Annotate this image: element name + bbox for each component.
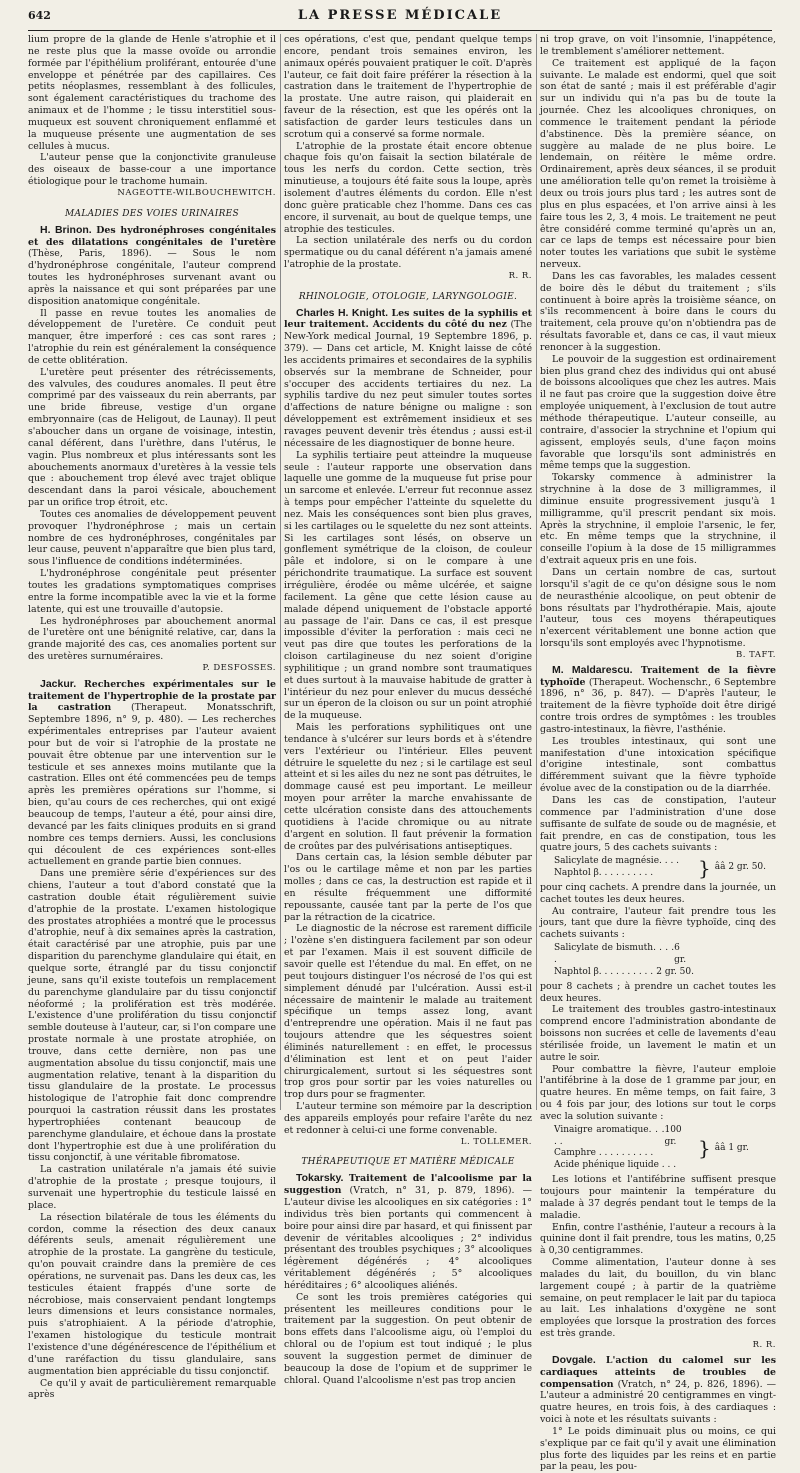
formula-ingredient: Salicylate de bismuth. . . . .	[554, 943, 675, 965]
paragraph: Mais les perforations syphilitiques ont une tendance à s'ulcérer sur leurs bords et à s'étendre vers l'extérieur ou l'intérieur. Elles peuvent détruire le squelette du nez ; si le cartilage est seul atteint et si les ailes du nez ne sont pas détruites, le dommage causé est peu important. Le meilleur moyen pour arrêter la marche envahissante de cette ulcération consiste dans des attouchements quotidiens à l'acide chromique ou au nitrate d'argent en solution. Il faut prévenir la formation de croûtes par des pulvérisations antiseptiques.	[284, 722, 532, 852]
paragraph: La section unilatérale des nerfs ou du cordon spermatique ou du canal déférent n'a jamais amené l'atrophie de la prostate.	[284, 235, 532, 271]
formula-ingredient: Naphtol β. . . . . . . . . .	[554, 868, 654, 879]
article-title: Les suites de la syphilis et leur traitement. Accidents du côté du nez	[284, 307, 532, 331]
column-left	[28, 34, 276, 1401]
article-reference: (Therapeut. Monatsschrift, Septembre 1896, n° 9, p. 480). — Les recherches expérimentales entreprises par l'auteur avaient pour but de voir si l'atrophie de la prostate ne pouvait être obtenue par une intervention sur le testicule et ses annexes moins mutilante que la castration. Elles ont été commencées peu de temps après les premières opérations sur l'homme, si bien, qu'au cours de ces recherches, qui ont exigé beaucoup de temps, l'auteur a été, pour ainsi dire, devancé par les faits cliniques produits en si grand nombre ces temps derniers. Aussi, les conclusions qui découlent de ces expériences sont-elles actuellement en grande partie bien connues.	[28, 702, 276, 868]
section-heading: MALADIES DES VOIES URINAIRES	[65, 208, 239, 219]
paragraph: ces opérations, c'est que, pendant quelque temps encore, pendant trois semaines environ, les animaux opérés pouvaient pratiquer le coït. D'après l'auteur, ce fait doit faire préférer la résection à la castration dans le traitement de l'hypertrophie de la prostate. Une autre raison, qui plaiderait en faveur de la résection, est que les opérés ont la satisfaction de garder leurs testicules dans un scrotum qui a conservé sa forme normale.	[284, 34, 532, 140]
formula-quantity: 2 gr. 50.	[656, 966, 694, 977]
prescription-formula	[554, 1125, 776, 1172]
paragraph: Le diagnostic de la nécrose est rarement difficile ; l'ozène s'en distinguera facilement par son odeur et par l'examen. Mais il est souvent difficile de savoir quelle est l'étendue du mal. En effet, on ne peut toujours distinguer l'os nécrosé de l'os qui est simplement dénudé par l'ulcération. Aussi est-il nécessaire de maintenir le malade au traitement spécifique un temps assez long, avant d'entreprendre une opération. Mais il ne faut pas toujours attendre que les séquestres soient éliminés naturellement : en effet, le processus d'élimination est lent et on peut l'aider chirurgicalement, surtout si les séquestres sont trop gros pour sortir par les voies naturelles ou trop durs pour se fragmenter.	[284, 923, 532, 1101]
prescription-formula	[554, 943, 776, 979]
article-title: L'action du calomel sur les cardiaques atteints de troubles de compensation	[540, 1354, 777, 1390]
paragraph: La castration unilatérale n'a jamais été suivie d'atrophie de la prostate ; presque toujours, il survenait une hypertrophie du testicule laissé en place.	[28, 1164, 276, 1211]
paragraph: Dans un certain nombre de cas, surtout lorsqu'il s'agit de ce qu'on désigne sous le nom de neurasthénie alcoolique, on peut obtenir de bons résultats par l'hydrothérapie. Mais, ajoute l'auteur, tous ces moyens thérapeutiques n'exercent véritablement une bonne action que lorsqu'ils sont employés avec l'hypnotisme.	[540, 566, 776, 650]
article-reference: (Therapeut. Wochenschr., 6 Septembre 1896, n° 36, p. 847). — D'après l'auteur, le traitement de la fièvre typhoïde doit être dirigé contre trois ordres de symptômes : les troubles gastro-intestinaux, la fièvre, l'asthénie.	[540, 676, 776, 735]
paragraph: L'uretère peut présenter des rétrécissements, des valvules, des coudures anomales. Il peut être comprimé par des vaisseaux du rein aberrants, par une bride fibreuse, vestige d'un organe embryonnaire (cas de Heligout, de Launay). Il peut s'aboucher dans un organe de voisinage, intestin, canal déférent, dans l'urèthre, dans l'utérus, le vagin. Plus nombreux et plus intéressants sont les abouchements anormaux d'uretères à la vessie tels que : abouchement trop élevé avec trajet oblique descendant dans la paroi vésicale, abouchement par un orifice trop étroit, etc.	[28, 366, 276, 509]
page-number: 642	[28, 9, 51, 22]
article-author: Dovgale.	[552, 1353, 596, 1366]
paragraph: Enfin, contre l'asthénie, l'auteur a recours à la quinine dont il fait prendre, tous les matins, 0,25 à 0,30 centigrammes.	[540, 1221, 776, 1257]
article-title: Recherches expérimentales sur le traitement de l'hypertrophie de la prostate par la castration	[28, 678, 276, 714]
paragraph: L'hydronéphrose congénitale peut présenter toutes les gradations symptomatiques comprises entre la forme incompatible avec la vie et la forme latente, qui est une trouvaille d'autopsie.	[28, 568, 276, 615]
paragraph: Tokarsky commence à administrer la strychnine à la dose de 3 milligrammes, il diminue ensuite progressivement jusqu'à 1 milligramme, qu'il prescrit pendant six mois. Après la strychnine, il emploie l'arsenic, le fer, etc. En même temps que la strychnine, il conseille l'opium à la dose de 15 milligrammes d'extrait aqueux pris en une fois.	[540, 472, 776, 567]
paragraph: lium propre de la glande de Henle s'atrophie et il ne reste plus que la masse ovoïde ou arrondie formée par l'épithélium proliférant, entourée d'une enveloppe et pénétrée par des capillaires. Ces petits néoplasmes, ressemblant à des follicules, sont également caractéristiques du trachome des animaux et de l'homme ; le tissu interstitiel sous-muqueux est souvent chroniquement enflammé et la muqueuse présente une augmentation de ses cellules à mucus.	[28, 34, 276, 152]
paragraph: pour 8 cachets ; à prendre un cachet toutes les deux heures.	[540, 980, 776, 1004]
column-divider	[280, 34, 281, 1110]
paragraph: ni trop grave, on voit l'insomnie, l'inappétence, le tremblement s'améliorer nettement.	[540, 34, 776, 57]
brace-glyph: }	[698, 1136, 711, 1161]
article-author: Charles H. Knight.	[296, 306, 389, 319]
paragraph: Ce qu'il y avait de particulièrement remarquable après	[28, 1377, 276, 1401]
journal-title: LA PRESSE MÉDICALE	[297, 8, 503, 23]
formula-ingredient: Salicylate de magnésie. . . .	[554, 856, 680, 867]
signature: R. R.	[752, 1339, 776, 1350]
signature: P. DESFOSSES.	[202, 662, 276, 673]
paragraph: Dans les cas de constipation, l'auteur commence par l'administration d'une dose suffisante de sulfate de soude ou de magnésie, et fait prendre, en cas de constipation, tous les quatre jours, 5 des cachets suivants :	[540, 795, 776, 854]
formula-dose: ââ 2 gr. 50.	[714, 862, 767, 873]
paragraph: L'auteur termine son mémoire par la description des appareils employés pour refaire l'arête du nez et redonner à celui-ci une forme convenable.	[284, 1101, 532, 1136]
section-heading: RHINOLOGIE, OTOLOGIE, LARYNGOLOGIE.	[298, 291, 518, 302]
signature: L. TOLLEMER.	[460, 1136, 532, 1147]
paragraph: pour cinq cachets. A prendre dans la journée, un cachet toutes les deux heures.	[540, 881, 776, 905]
paragraph: Ce sont les trois premières catégories qui présentent les meilleures conditions pour le traitement par la suggestion. On peut obtenir de bons effets dans l'alcoolisme aigu, où l'emploi du chloral ou de l'opium est tout indiqué ; le plus souvent la suggestion permet de diminuer de beaucoup la dose de l'opium et de supprimer le chloral. Quand l'alcoolisme n'est pas trop ancien	[284, 1291, 532, 1386]
paragraph: 1° Le poids diminuait plus ou moins, ce qui s'explique par ce fait qu'il y avait une élimination plus forte des liquides par les reins et en partie par la peau, les pou-	[540, 1425, 776, 1473]
article-title: Traitement de la fièvre typhoïde	[540, 664, 777, 688]
paragraph: Dans les cas favorables, les malades cessent de boire dès le début du traitement ; s'ils continuent à boire après la troisième séance, on s'ils recommencent à boire dans le cours du traitement, cela prouve qu'on n'obtiendra pas de résultats favorable et, dans ce cas, il vaut mieux renoncer à la suggestion.	[540, 270, 776, 353]
article-reference: (Vratch, n° 31, p. 879, 1896). — L'auteur divise les alcooliques en six catégories : 1° individus très bien portants qui commencent à boire pour ainsi dire par hasard, et qui finissent par devenir de véritables alcooliques ; 2° individus présentant des troubles psychiques ; 3° alcooliques légèrement dégénérés ; 4° alcooliques véritablement dégénérés ; 5° alcooliques héréditaires ; 6° alcooliques aliénés.	[284, 1185, 533, 1291]
formula-ingredient: Naphtol β. . . . . . . . . .	[554, 966, 654, 977]
article-title: Des hydronéphroses congénitales et des dilatations congénitales de l'uretère	[28, 224, 276, 248]
formula-dose: ââ 1 gr.	[714, 1142, 749, 1153]
paragraph: Au contraire, l'auteur fait prendre tous les jours, tant que dure la fièvre typhoïde, cinq des cachets suivants :	[540, 905, 776, 941]
brace-glyph: }	[698, 856, 711, 881]
paragraph: La syphilis tertiaire peut atteindre la muqueuse seule : l'auteur rapporte une observation dans laquelle une gomme de la muqueuse fut prise pour un sarcome et enlevée. L'erreur fut reconnue assez à temps pour empêcher l'atteinte du squelette du nez. Mais les conséquences sont bien plus graves, si les cartilages ou le squelette du nez sont atteints. Si les cartilages sont lésés, on observe un gonflement symétrique de la cloison, de couleur pâle et indolore, si on le compare à une périchondrite traumatique. La surface est souvent irrégulière, érodée ou même ulcérée, et saigne facilement. La gêne que cette lésion cause au malade dépend uniquement de l'obstacle apporté au passage de l'air. Dans ce cas, il est presque impossible d'éviter la perforation : mais ceci ne veut pas dire que toutes les perforations de la cloison cartilagineuse du nez soient d'origine syphilitique ; un grand nombre sont traumatiques et dues surtout à la mauvaise habitude de gratter à l'intérieur du nez pour enlever du mucus desséché sur un éperon de la cloison ou sur un point atrophié de la muqueuse.	[284, 449, 532, 722]
paragraph: Dans une première série d'expériences sur des chiens, l'auteur a tout d'abord constaté que la castration double était régulièrement suivie d'atrophie de la prostate. L'examen histologique des prostates atrophiées a montré que le processus d'atrophie, neuf à dix semaines après la castration, était caractérisé par une atrophie, puis par une disparition du parenchyme glandulaire qui était, en quelque sorte, étranglé par du tissu conjonctif jeune, sans qu'il existe toutefois un remplacement du parenchyme glandulaire par du tissu conjonctif néoformé ; la prolifération est très modérée. L'existence d'une prolifération du tissu conjonctif semble douteuse à l'auteur, car, si l'on compare une prostate normale à une prostate atrophiée, on trouve, dans cette dernière, non pas une augmentation absolue du tissu conjonctif, mais une augmentation relative, tenant à la disparition du tissu glandulaire de la prostate. Le processus histologique de l'atrophie fait donc comprendre pourquoi la castration réussit dans les prostates hypertrophiées contenant beaucoup de parenchyme glandulaire, et échoue dans la prostate dont l'hypertrophie est due à une prolifération du tissu conjonctif, à une véritable fibromatose.	[28, 868, 276, 1164]
paragraph: Comme alimentation, l'auteur donne à ses malades du lait, du bouillon, du vin blanc largement coupé ; à partir de la quatrième semaine, on peut remplacer le lait par du tapioca au lait. Les inhalations d'oxygène ne sont employées que lorsque la prostration des forces est très grande.	[540, 1257, 776, 1340]
article-lead	[28, 225, 276, 308]
article-lead	[540, 1355, 776, 1426]
paragraph: Dans certain cas, la lésion semble débuter par l'os ou le cartilage même et non par les parties molles ; dans ce cas, la destruction est rapide et il en résulte fréquemment une difformité repoussante, causée tant par la perte de l'os que par la rétraction de la cicatrice.	[284, 852, 532, 923]
paragraph: Le pouvoir de la suggestion est ordinairement bien plus grand chez des individus qui ont abusé de boissons alcooliques que chez les autres. Mais il ne faut pas croire que la suggestion doive être employée uniquement, à l'exclusion de tout autre méthode thérapeutique. L'auteur conseille, au contraire, d'associer la strychnine et l'opium qui agissent, employés seuls, d'une façon moins favorable que lorsqu'ils sont administrés en même temps que la suggestion.	[540, 353, 776, 472]
paragraph: Toutes ces anomalies de développement peuvent provoquer l'hydronéphrose ; mais un certain nombre de ces hydronéphroses, congénitales par leur cause, peuvent n'apparaître que bien plus tard, sous l'influence de conditions indéterminées.	[28, 508, 276, 568]
signature: B. TAFT.	[735, 649, 776, 660]
column-middle	[284, 34, 533, 1386]
signature: R. R.	[508, 270, 532, 281]
prescription-formula	[554, 856, 776, 880]
article-title: Traitement de l'alcoolisme par la suggestion	[284, 1173, 533, 1197]
section-heading: THÉRAPEUTIQUE ET MATIÈRE MÉDICALE	[301, 1157, 515, 1168]
column-right	[540, 34, 777, 1473]
paragraph: L'auteur pense que la conjonctivite granuleuse des oiseaux de basse-cour a une importance étiologique pour le trachome humain.	[28, 152, 276, 188]
formula-ingredient: Acide phénique liquide . . .	[554, 1160, 677, 1171]
paragraph: Il passe en revue toutes les anomalies de développement de l'uretère. Ce conduit peut manquer, être imperforé : ces cas sont rares ; l'atrophie du rein est généralement la conséquence de cette oblitération.	[28, 307, 276, 366]
page-header	[28, 8, 772, 28]
article-author: Tokarsky.	[296, 1172, 344, 1185]
article-author: M. Maldarescu.	[552, 663, 633, 676]
paragraph: Pour combattre la fièvre, l'auteur emploie l'antifébrine à la dose de 1 gramme par jour, en quatre heures. En même temps, on fait faire, 3 ou 4 fois par jour, des lotions sur tout le corps avec la solution suivante :	[540, 1063, 776, 1122]
paragraph: Les hydronéphroses par abouchement anormal de l'uretère ont une bénignité relative, car, dans la grande majorité des cas, ces anomalies portent sur des uretères surnuméraires.	[28, 615, 276, 663]
formula-quantity: 6 gr.	[674, 943, 687, 965]
column-divider	[536, 34, 537, 1110]
paragraph: L'atrophie de la prostate était encore obtenue chaque fois qu'on faisait la section bilatérale de tous les nerfs du cordon. Cette section, très minutieuse, a toujours été faite sous la loupe, après isolement d'autres éléments du cordon. Elle n'est donc guère praticable chez l'homme. Dans ces cas encore, il survenait, au bout de quelque temps, une atrophie des testicules.	[284, 140, 532, 235]
formula-ingredient: Camphre . . . . . . . . . .	[554, 1148, 654, 1159]
article-author: Jackur.	[40, 677, 77, 690]
paragraph: La résection bilatérale de tous les éléments du cordon, comme la résection des deux canaux déférents seuls, amenait régulièrement une atrophie de la prostate. La gangrène du testicule, qu'on pouvait craindre dans la première de ces opérations, ne survenait pas. Dans les deux cas, les testicules étaient frappés d'une sorte de nécrobiose, mais conservaient pendant longtemps leurs dimensions et leurs consistance normales, puis s'atrophiaient. A la période d'atrophie, l'examen histologique du testicule montrait l'existence d'une dégénérescence de l'épithélium et d'une raréfaction du tissu glandulaire, sans augmentation bien appréciable du tissu conjonctif.	[28, 1211, 276, 1377]
article-lead	[540, 665, 776, 736]
article-author: H. Brinon.	[40, 223, 92, 236]
article-reference: (Vratch, n° 24, p. 826, 1896). — L'auteur a administré 20 centigrammes en vingt-quatre heures, en trois fois, à des cardiaques : voici à note et les résultats suivants :	[540, 1378, 777, 1426]
header-rule	[28, 30, 772, 31]
paragraph: Le traitement des troubles gastro-intestinaux comprend encore l'administration abondante de boissons non sucrées et celle de lavements d'eau stérilisée froide, un lavement le matin et un autre le soir.	[540, 1004, 776, 1063]
paragraph: Les troubles intestinaux, qui sont une manifestation d'une intoxication spécifique d'origine intestinale, sont combattus différemment suivant que la fièvre typhoïde évolue avec de la constipation ou de la diarrhée.	[540, 735, 776, 795]
article-reference: (Thèse, Paris, 1896). — Sous le nom d'hydronéphrose congénitale, l'auteur comprend toutes les hydronéphroses survenant avant ou après la naissance et qui sont préparées par une disposition anatomique congénitale.	[28, 248, 276, 307]
article-reference: (The New-York medical Journal, 19 Septembre 1896, p. 379). — Dans cet article, M. Knight laisse de côté les accidents primaires et secondaires de la syphilis observés sur la membrane de Schneider, pour s'occuper des accidents tertiaires du nez. La syphilis tardive du nez peut simuler toutes sortes d'affections de nature bénigne ou maligne : son développement est extrêmement insidieux et ses ravages peuvent devenir très étendus ; aussi est-il nécessaire de les diagnostiquer de bonne heure.	[284, 319, 532, 449]
paragraph: Les lotions et l'antifébrine suffisent presque toujours pour maintenir la température du malade à 37 degrés pendant tout le temps de la maladie.	[540, 1174, 776, 1221]
article-lead	[28, 679, 276, 869]
signature: NAGEOTTE-WILBOUCHEWITCH.	[117, 187, 276, 198]
paragraph: Ce traitement est appliqué de la façon suivante. Le malade est endormi, quel que soit son état de santé ; mais il est préférable d'agir sur un individu qui n'a pas bu de toute la journée. Chez les alcooliques chroniques, on commence le traitement pendant la période d'abstinence. Dès la première séance, on suggère au malade de ne plus boire. Le lendemain, on réitère le même ordre. Ordinairement, après deux séances, il se produit une amélioration telle qu'on remet la troisième à deux ou trois jours plus tard ; les autres sont de plus en plus espacées, et l'on arrive ainsi à les faire tous les 2, 3, 4 mois. Le traitement ne peut être considéré comme terminé qu'après un an, car ce laps de temps est nécessaire pour bien noter toutes les variations que subit le système nerveux.	[540, 57, 776, 271]
formula-ingredient: Vinaigre aromatique. . . . .	[554, 1124, 665, 1147]
formula-quantity: 100 gr.	[664, 1124, 682, 1147]
article-lead	[284, 308, 532, 450]
article-lead	[284, 1173, 532, 1291]
